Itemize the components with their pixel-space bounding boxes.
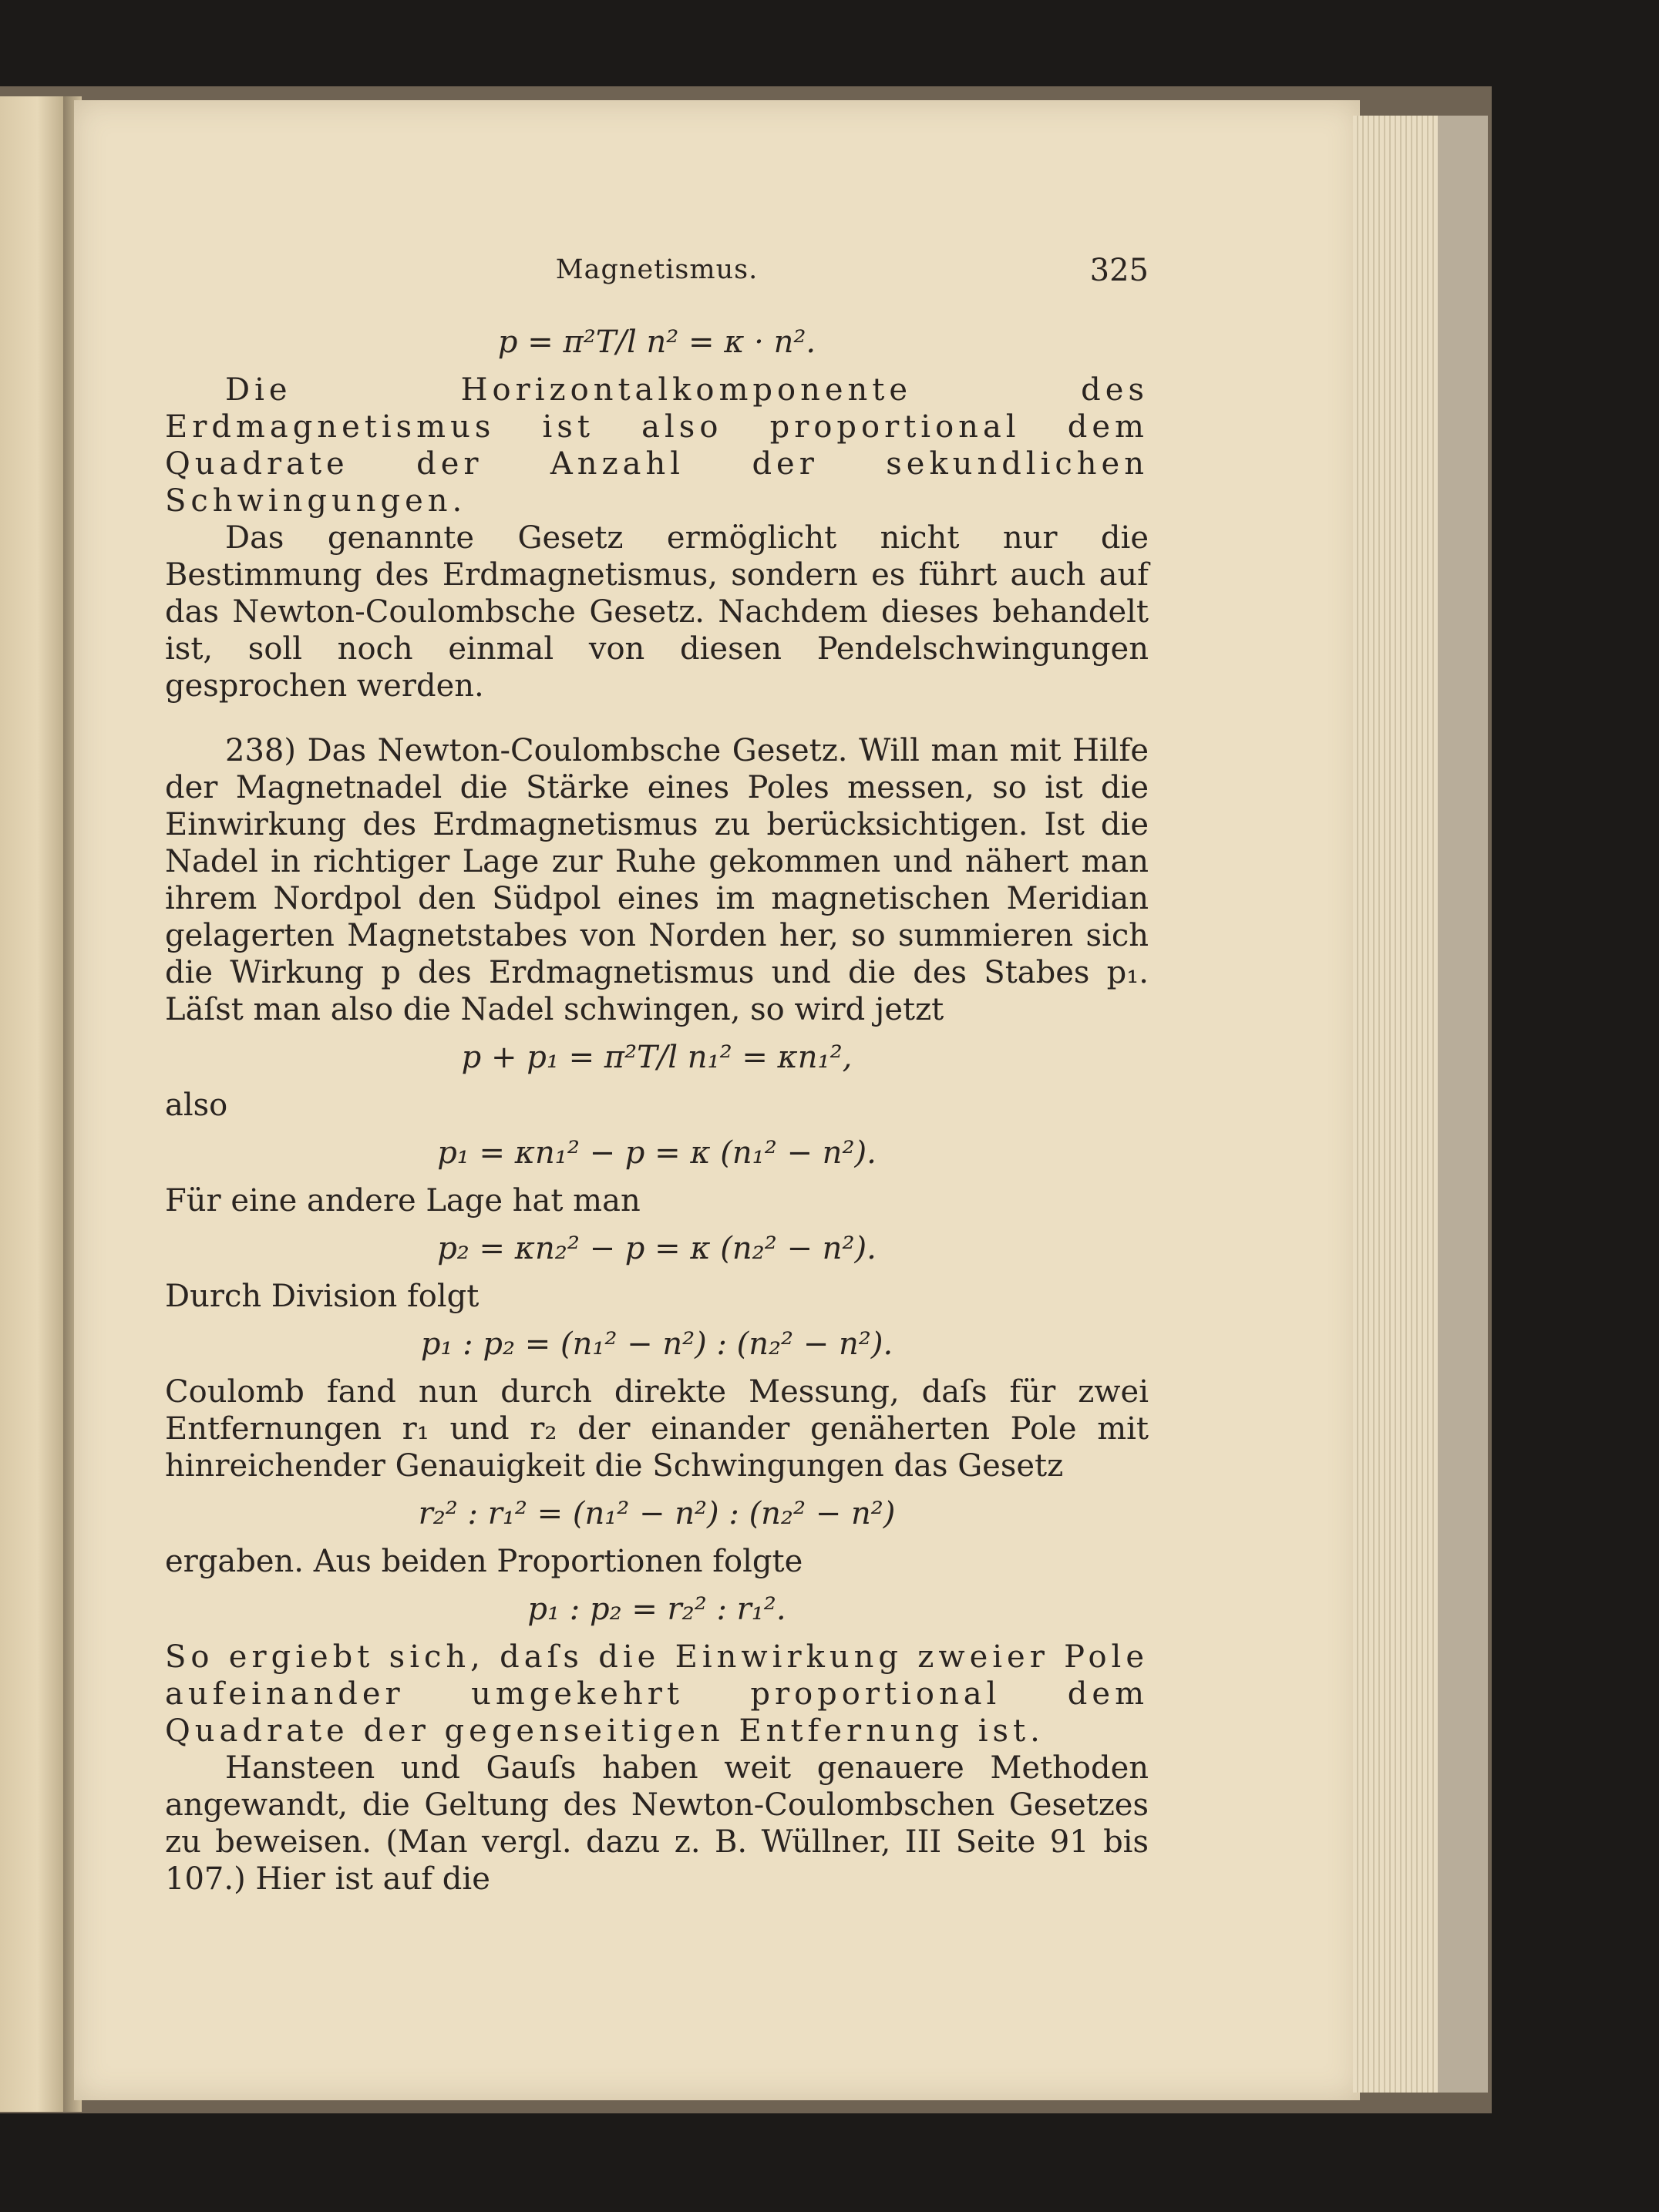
paragraph-gap	[165, 704, 1149, 732]
paragraph: also	[165, 1088, 228, 1123]
paragraph: Hansteen und Gauſs haben weit genauere Methoden angewandt, die Geltung des Newton-Coulombschen Gesetzes zu beweisen. (Man vergl. dazu z. B. Wüllner, III Seite 91 bis 107.) Hier ist auf die	[165, 1750, 1149, 1897]
formula: p₁ = κn₁² − p = κ (n₁² − n²).	[437, 1135, 877, 1171]
paragraph: Die Horizontalkomponente des Erdmagnetismus ist also proportional dem Quadrate der Anzahl der sekundlichen Schwingungen.	[165, 372, 1149, 519]
formula: r₂² : r₁² = (n₁² − n²) : (n₂² − n²)	[418, 1496, 896, 1531]
paragraph: Das genannte Gesetz ermöglicht nicht nur die Bestimmung des Erdmagnetismus, sondern es führt auch auf das Newton-Coulombsche Gesetz. Nachdem dieses behandelt ist, soll noch einmal von diesen Pendelschwingungen gesprochen werden.	[165, 520, 1149, 704]
running-title: Magnetismus.	[555, 254, 759, 285]
body-text	[165, 324, 1149, 1898]
paragraph: Durch Division folgt	[165, 1279, 480, 1314]
paragraph: So ergiebt sich, daſs die Einwirkung zweier Pole aufeinander umgekehrt proportional dem Quadrate der gegenseitigen Entfernung ist.	[165, 1639, 1149, 1749]
page-edges	[1353, 116, 1438, 2093]
previous-page-edge	[0, 96, 68, 2112]
paragraph: 238) Das Newton-Coulombsche Gesetz. Will man mit Hilfe der Magnetnadel die Stärke eines Poles messen, so ist die Einwirkung des Erdmagnetismus zu berücksichtigen. Ist die Nadel in richtiger Lage zur Ruhe gekommen und nähert man ihrem Nordpol den Südpol eines im magnetischen Meridian gelagerten Magnetstabes von Norden her, so summieren sich die Wirkung p des Erdmagnetismus und die des Stabes p₁. Läſst man also die Nadel schwingen, so wird jetzt	[165, 733, 1149, 1027]
formula: p₁ : p₂ = r₂² : r₁².	[527, 1592, 786, 1627]
paragraph: Für eine andere Lage hat man	[165, 1183, 641, 1219]
formula: p₂ = κn₂² − p = κ (n₂² − n²).	[437, 1231, 877, 1266]
page-content	[165, 154, 1149, 1898]
paragraph: Coulomb fand nun durch direkte Messung, daſs für zwei Entfernungen r₁ und r₂ der einander genäherten Pole mit hinreichender Genauigkeit die Schwingungen das Gesetz	[165, 1374, 1149, 1484]
cover-edge	[1434, 116, 1488, 2093]
running-head	[165, 154, 1149, 288]
page-number: 325	[1089, 253, 1149, 288]
formula: p₁ : p₂ = (n₁² − n²) : (n₂² − n²).	[420, 1326, 893, 1362]
paragraph: ergaben. Aus beiden Proportionen folgte	[165, 1544, 803, 1579]
formula: p = π²T/l n² = κ · n².	[497, 324, 816, 360]
formula: p + p₁ = π²T/l n₁² = κn₁²,	[461, 1040, 853, 1075]
